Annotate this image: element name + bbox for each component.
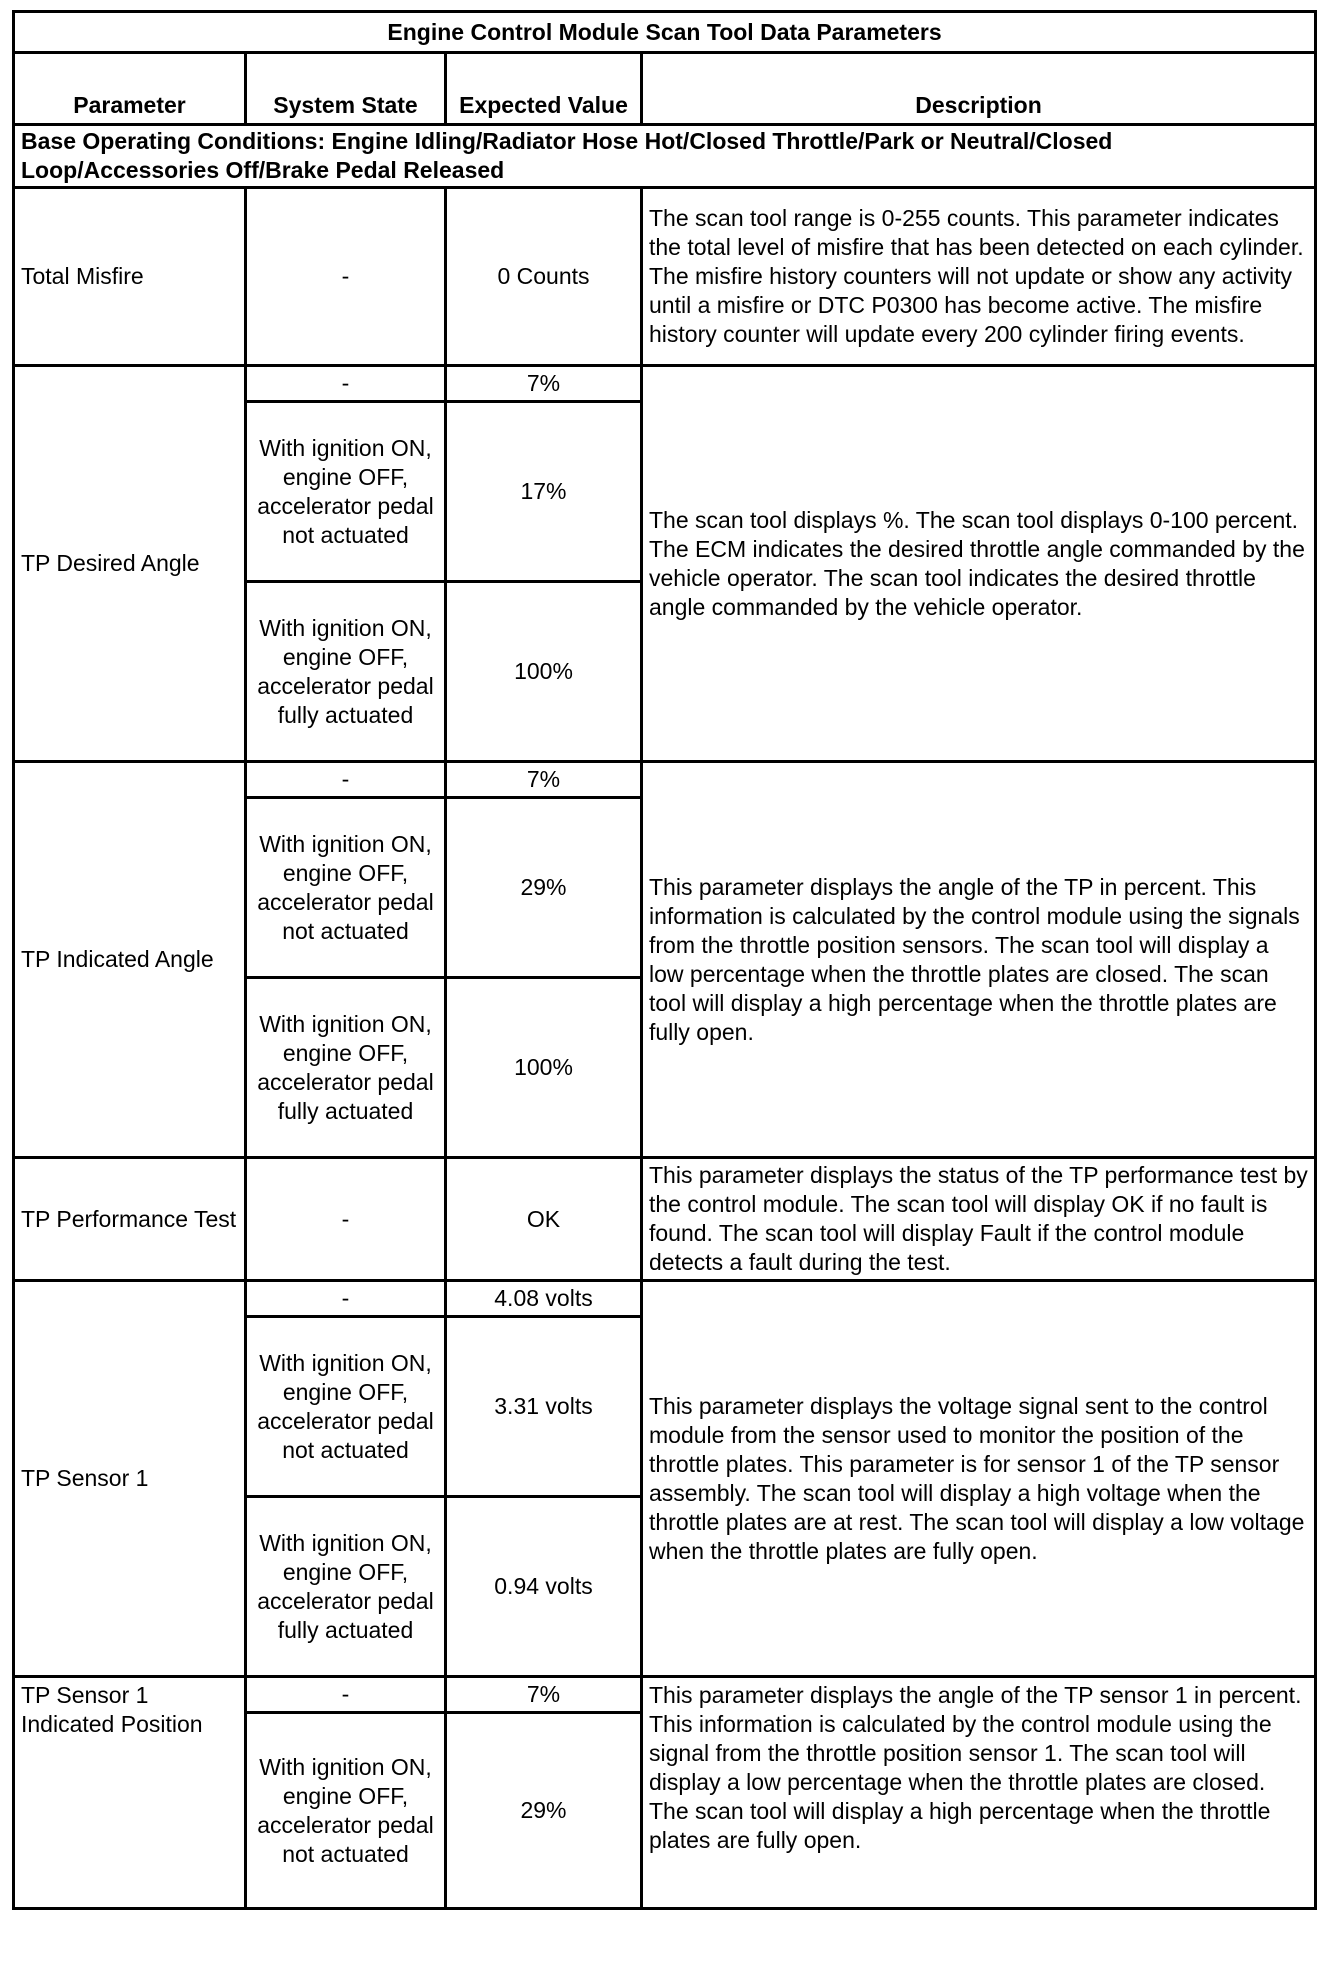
header-expected-value: Expected Value	[446, 53, 642, 125]
parameter-name: Total Misfire	[14, 188, 246, 366]
expected-value: 0.94 volts	[446, 1497, 642, 1677]
base-conditions-row	[14, 125, 1316, 188]
table-title-row	[14, 12, 1316, 53]
expected-value: 4.08 volts	[446, 1281, 642, 1317]
header-parameter: Parameter	[14, 53, 246, 125]
system-state: With ignition ON, engine OFF, accelerator pedal not actuated	[246, 798, 446, 978]
parameter-name: TP Sensor 1 Indicated Position	[14, 1677, 246, 1909]
expected-value: 29%	[446, 798, 642, 978]
system-state: -	[246, 188, 446, 366]
column-header-row	[14, 53, 1316, 125]
description: The scan tool displays %. The scan tool displays 0-100 percent. The ECM indicates the desired throttle angle commanded by the vehicle operator. The scan tool indicates the desired throttle angle commanded by the vehicle operator.	[642, 366, 1316, 762]
description: This parameter displays the voltage signal sent to the control module from the sensor used to monitor the position of the throttle plates. This parameter is for sensor 1 of the TP sensor assembly. The scan tool will display a high voltage when the throttle plates are at rest. The scan tool will display a low voltage when the throttle plates are fully open.	[642, 1281, 1316, 1677]
system-state: -	[246, 1158, 446, 1281]
system-state: With ignition ON, engine OFF, accelerator pedal not actuated	[246, 1713, 446, 1909]
system-state: -	[246, 366, 446, 402]
description: The scan tool range is 0-255 counts. This parameter indicates the total level of misfire that has been detected on each cylinder. The misfire history counters will not update or show any activity until a misfire or DTC P0300 has become active. The misfire history counter will update every 200 cylinder firing events.	[642, 188, 1316, 366]
system-state: -	[246, 1677, 446, 1713]
system-state: With ignition ON, engine OFF, accelerator pedal fully actuated	[246, 1497, 446, 1677]
description: This parameter displays the angle of the TP sensor 1 in percent. This information is calculated by the control module using the signal from the throttle position sensor 1. The scan tool will display a low percentage when the throttle plates are closed. The scan tool will display a high percentage when the throttle plates are fully open.	[642, 1677, 1316, 1909]
parameter-name: TP Performance Test	[14, 1158, 246, 1281]
system-state: With ignition ON, engine OFF, accelerator pedal not actuated	[246, 1317, 446, 1497]
expected-value: 100%	[446, 582, 642, 762]
header-description: Description	[642, 53, 1316, 125]
system-state: -	[246, 762, 446, 798]
expected-value: 17%	[446, 402, 642, 582]
expected-value: 29%	[446, 1713, 642, 1909]
table-row	[14, 188, 1316, 366]
expected-value: OK	[446, 1158, 642, 1281]
description: This parameter displays the status of the TP performance test by the control module. The scan tool will display OK if no fault is found. The scan tool will display Fault if the control module detects a fault during the test.	[642, 1158, 1316, 1281]
expected-value: 0 Counts	[446, 188, 642, 366]
header-system-state: System State	[246, 53, 446, 125]
system-state: With ignition ON, engine OFF, accelerator pedal fully actuated	[246, 978, 446, 1158]
expected-value: 100%	[446, 978, 642, 1158]
expected-value: 7%	[446, 1677, 642, 1713]
system-state: -	[246, 1281, 446, 1317]
description: This parameter displays the angle of the TP in percent. This information is calculated by the control module using the signals from the throttle position sensors. The scan tool will display a low percentage when the throttle plates are closed. The scan tool will display a high percentage when the throttle plates are fully open.	[642, 762, 1316, 1158]
table-row	[14, 762, 1316, 798]
parameter-name: TP Sensor 1	[14, 1281, 246, 1677]
scan-tool-data-table	[12, 10, 1317, 1910]
table-row	[14, 366, 1316, 402]
table-title: Engine Control Module Scan Tool Data Parameters	[14, 12, 1316, 53]
system-state: With ignition ON, engine OFF, accelerator pedal fully actuated	[246, 582, 446, 762]
expected-value: 3.31 volts	[446, 1317, 642, 1497]
expected-value: 7%	[446, 366, 642, 402]
parameter-name: TP Indicated Angle	[14, 762, 246, 1158]
base-conditions: Base Operating Conditions: Engine Idling/Radiator Hose Hot/Closed Throttle/Park or Neutral/Closed Loop/Accessories Off/Brake Pedal Released	[14, 125, 1316, 188]
table-row	[14, 1158, 1316, 1281]
parameter-name: TP Desired Angle	[14, 366, 246, 762]
table-row	[14, 1677, 1316, 1713]
system-state: With ignition ON, engine OFF, accelerator pedal not actuated	[246, 402, 446, 582]
expected-value: 7%	[446, 762, 642, 798]
table-row	[14, 1281, 1316, 1317]
